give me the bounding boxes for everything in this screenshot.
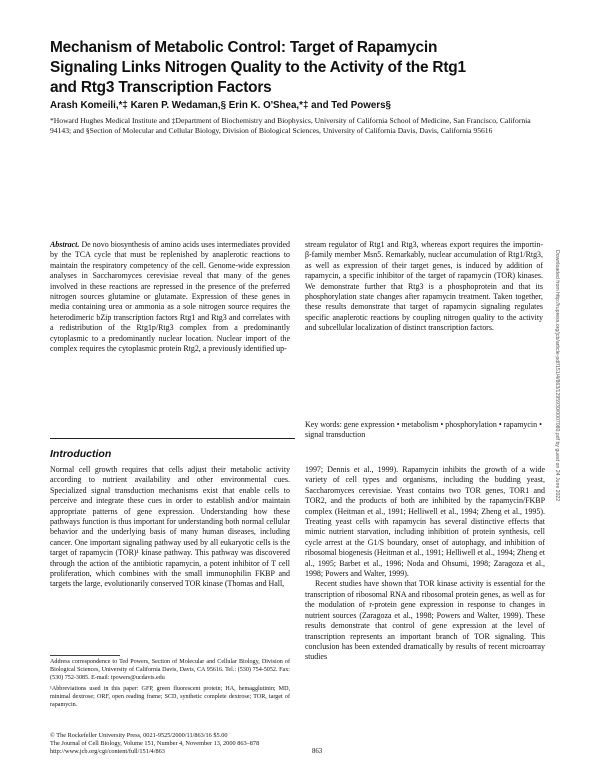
footnote-rule xyxy=(50,655,120,656)
keywords: Key words: gene expression • metabolism • phosphorylation • rapamycin • signal transduction xyxy=(305,420,542,440)
section-divider xyxy=(50,438,295,439)
copyright-line: © The Rockefeller University Press, 0021-9525/2000/11/863/16 $5.00 xyxy=(50,732,228,739)
intro-column-1 xyxy=(50,465,290,590)
abstract-column-1 xyxy=(50,240,290,354)
download-watermark: Downloaded from http://rupress.org/jcb/article-pdf/151/4/863/1295930/0007080.pdf by guest on 24 June 2022 xyxy=(554,250,560,502)
affiliations: *Howard Hughes Medical Institute and ‡Department of Biochemistry and Biophysics, University of California School of Medicine, San Francisco, California 94143; and §Section of Molecular and Cellular Biology, Division of Biological Sciences, University of California Davis, Davis, California 95616 xyxy=(50,116,531,136)
journal-line: The Journal of Cell Biology, Volume 151, Number 4, November 13, 2000 863–878 xyxy=(50,740,260,748)
intro-text-1: Normal cell growth requires that cells adjust their metabolic activity according to nutrient availability and other environmental cues. Specialized signal transduction mechanisms exist that enable cells to perceive and integrate these cues in order to establish and/or maintain appropriate patterns of gene expression. Understanding how these pathways function is thus important for understanding both normal cellular behavior and the underlying basis of many human diseases, including cancer. One important signaling pathway used by all eukaryotic cells is the target of rapamycin (TOR)¹ kinase pathway. This pathway was discovered through the action of the antibiotic rapamycin, a potent inhibitor of T cell proliferation, which combines with the small immunophilin FKBP and targets the large, evolutionarily conserved TOR kinase (Thomas and Hall, xyxy=(50,465,290,589)
intro-column-2 xyxy=(305,465,545,663)
intro-text-2a: 1997; Dennis et al., 1999). Rapamycin inhibits the growth of a wide variety of cell types and organisms, including the budding yeast, Saccharomyces cerevisiae. Yeast contains two TOR genes, TOR1 and TOR2, and the products of both are inhibited by the rapamycin/FKBP complex (Heitman et al., 1991; Helliwell et al., 1994; Zheng et al., 1995). Treating yeast cells with rapamycin has several distinctive effects that mimic nutrient starvation, including inhibition of protein synthesis, cell cycle arrest at the G1/S boundary, onset of autophagy, and inhibition of ribosomal biogenesis (Heitman et al., 1991; Helliwell et al., 1994; Zheng et al., 1995; Barbet et al., 1996; Noda and Ohsumi, 1998; Zaragoza et al., 1998; Powers and Walter, 1999). xyxy=(305,465,545,579)
abstract-label: Abstract. xyxy=(50,240,80,249)
paper-title: Mechanism of Metabolic Control: Target of Rapamycin Signaling Links Nitrogen Quality to the Activity of the Rtg1 and Rtg3 Transcription Factors xyxy=(50,39,466,96)
intro-text-2b: Recent studies have shown that TOR kinase activity is essential for the transcription of ribosomal RNA and ribosomal protein genes, as well as for the modulation of r-protein gene expression in response to changes in nutrient sources (Zaragoza et al., 1998; Powers and Walter, 1999). These results demonstrate that control of gene expression at the level of transcription represents an important branch of TOR signaling. This conclusion has been extended dramatically by results of recent microarray studies xyxy=(305,579,545,662)
abstract-text-1: De novo biosynthesis of amino acids uses intermediates provided by the TCA cycle that must be replenished by anaplerotic reactions to maintain the respiratory competency of the cell. Genome-wide expression analyses in Saccharomyces cerevisiae reveal that many of the genes involved in these reactions are repressed in the presence of the preferred nitrogen sources glutamine or glutamate. Expression of these genes in media containing urea or ammonia as a sole nitrogen source requires the heterodimeric bZip transcription factors Rtg1 and Rtg3 and correlates with a redistribution of the Rtg1p/Rtg3 complex from a predominantly cytoplasmic to a predominantly nuclear location. Nuclear import of the complex requires the cytoplasmic protein Rtg2, a previously identified up- xyxy=(50,240,290,354)
page-number: 863 xyxy=(312,748,323,755)
footnotes xyxy=(50,658,290,711)
abbreviations-footnote: ¹Abbreviations used in this paper: GFP, green fluorescent protein; HA, hemagglutinin; MD, minimal dextrose; ORF, open reading frame; SCD, synthetic complete dextrose; TOR, target of rapamycin. xyxy=(50,685,290,709)
url-line: http://www.jcb.org/cgi/content/full/151/4/863 xyxy=(50,748,165,756)
correspondence-footnote: Address correspondence to Ted Powers, Section of Molecular and Cellular Biology, Division of Biological Sciences, University of California Davis, Davis, CA 95616. Tel.: (530) 754-5052. Fax: (530) 752-3085. E-mail: tpowers@ucdavis.edu xyxy=(50,659,290,682)
publication-info xyxy=(50,732,410,757)
intro-heading: Introduction xyxy=(50,448,112,460)
abstract-column-2 xyxy=(305,240,543,334)
abstract-text-2: stream regulator of Rtg1 and Rtg3, whereas export requires the importin-β-family member Msn5. Remarkably, nuclear accumulation of Rtg1/Rtg3, as well as expression of their target genes, is induced by addition of rapamycin, a specific inhibitor of the target of rapamycin (TOR) kinases. We demonstrate further that Rtg3 is a phosphoprotein and that its phosphorylation state changes after rapamycin treatment. Taken together, these results demonstrate that target of rapamycin signaling regulates specific anaplerotic reactions by coupling nitrogen quality to the activity and subcellular localization of distinct transcription factors. xyxy=(305,240,543,333)
author-list: Arash Komeili,*‡ Karen P. Wedaman,§ Erin K. O'Shea,*‡ and Ted Powers§ xyxy=(50,100,391,111)
